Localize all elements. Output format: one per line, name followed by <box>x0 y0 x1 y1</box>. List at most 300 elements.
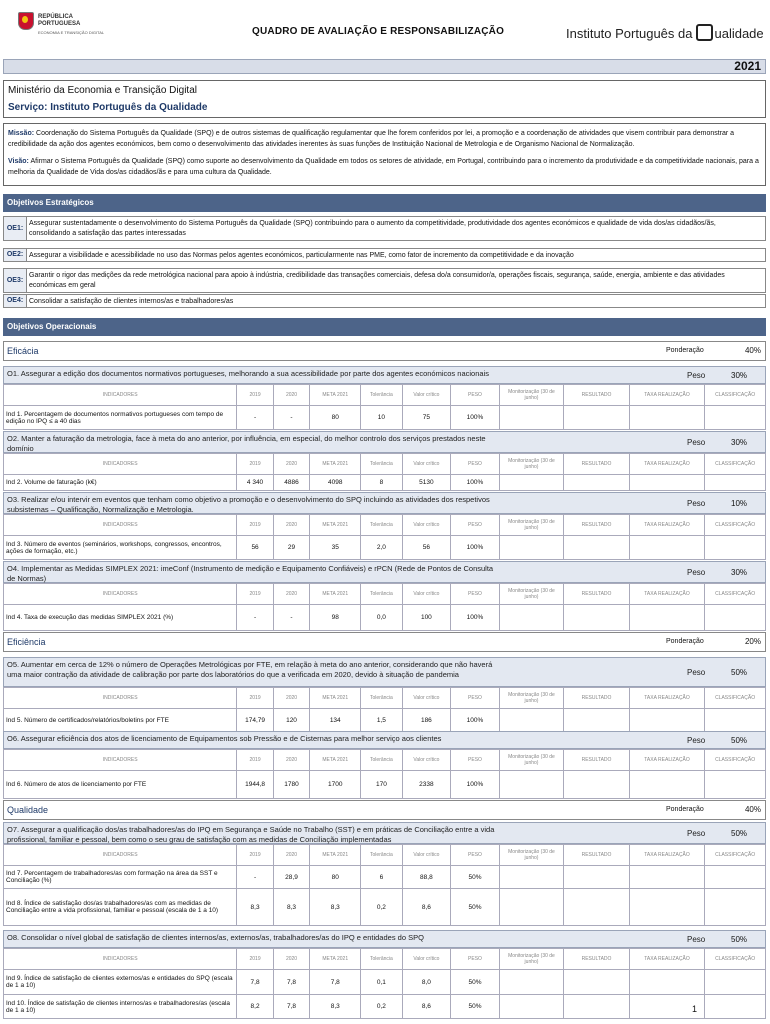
table-cell: 80 <box>310 406 361 430</box>
table-cell: 50% <box>451 889 500 926</box>
column-header: CLASSIFICAÇÃO <box>705 515 766 536</box>
coat-of-arms-icon <box>18 12 34 30</box>
table-header-row <box>4 584 766 605</box>
table-header-row <box>4 688 766 709</box>
column-header: INDICADORES <box>4 385 237 406</box>
empty-cell <box>499 605 563 631</box>
column-header: TAXA REALIZAÇÃO <box>629 949 704 970</box>
table-cell: 80 <box>310 866 361 889</box>
column-header: RESULTADO <box>564 845 630 866</box>
column-header: PESO <box>451 845 500 866</box>
table-cell: 7,8 <box>273 970 309 995</box>
column-header: 2019 <box>237 750 273 771</box>
objective-code: OE2: <box>4 249 27 261</box>
column-header: CLASSIFICAÇÃO <box>705 454 766 475</box>
indicator-name: Ind 6. Número de atos de licenciamento por FTE <box>4 771 237 799</box>
column-header: INDICADORES <box>4 584 237 605</box>
table-cell: - <box>273 605 309 631</box>
empty-cell <box>629 605 704 631</box>
column-header: PESO <box>451 688 500 709</box>
ponderacao-label: Ponderação <box>666 638 704 645</box>
indicators-table <box>3 844 766 926</box>
column-header: 2019 <box>237 845 273 866</box>
table-header-row <box>4 750 766 771</box>
column-header: Monitorização (30 de junho) <box>499 584 563 605</box>
q-logo-icon <box>696 24 713 41</box>
mission-label: Missão: <box>8 130 35 137</box>
empty-cell <box>499 771 563 799</box>
table-cell: 50% <box>451 866 500 889</box>
column-header: 2020 <box>273 584 309 605</box>
column-header: PESO <box>451 584 500 605</box>
empty-cell <box>705 866 766 889</box>
table-row <box>4 889 766 926</box>
column-header: TAXA REALIZAÇÃO <box>629 750 704 771</box>
empty-cell <box>564 995 630 1019</box>
table-cell: 75 <box>402 406 451 430</box>
table-cell: 8,3 <box>310 889 361 926</box>
empty-cell <box>705 970 766 995</box>
operational-objective <box>3 731 766 749</box>
objective-text: Assegurar sustentadamente o desenvolvimento do Sistema Português da Qualidade (SPQ) contribuindo para o aumento da competitividade, produtividade dos agentes económicos e qualidade de vida dos/as cidadãos/ãs, consolidando a satisfação das partes interessadas <box>29 220 716 237</box>
indicators-table <box>3 687 766 732</box>
indicator-name: Ind 5. Número de certificados/relatórios/boletins por FTE <box>4 709 237 732</box>
table-cell: 100% <box>451 709 500 732</box>
column-header: TAXA REALIZAÇÃO <box>629 688 704 709</box>
column-header: INDICADORES <box>4 454 237 475</box>
table-cell: 4886 <box>273 475 309 491</box>
column-header: 2019 <box>237 454 273 475</box>
empty-cell <box>499 866 563 889</box>
table-cell: 100% <box>451 475 500 491</box>
table-row <box>4 995 766 1019</box>
table-cell: - <box>237 605 273 631</box>
column-header: TAXA REALIZAÇÃO <box>629 454 704 475</box>
column-header: Valor crítico <box>402 845 451 866</box>
empty-cell <box>499 475 563 491</box>
empty-cell <box>629 475 704 491</box>
column-header: PESO <box>451 385 500 406</box>
strategic-objective-row <box>3 268 766 293</box>
empty-cell <box>564 771 630 799</box>
column-header: Valor crítico <box>402 454 451 475</box>
gov-line-1: REPÚBLICA <box>38 14 74 20</box>
table-row <box>4 866 766 889</box>
column-header: INDICADORES <box>4 750 237 771</box>
vision-text: Afirmar o Sistema Português da Qualidade (SPQ) como suporte ao desenvolvimento da Qualidade em todos os setores de atividade, em Portugal, contribuindo para o incremento da produtividade e da competitividade nacionais, para a melhoria da Qualidade de Vida dos/as cidadãos/ãs e para uma cultura da Qualidade. <box>8 158 759 176</box>
table-cell: 174,79 <box>237 709 273 732</box>
table-row <box>4 605 766 631</box>
column-header: TAXA REALIZAÇÃO <box>629 515 704 536</box>
operational-objective <box>3 657 766 687</box>
strategic-objectives-header: Objetivos Estratégicos <box>3 194 766 212</box>
column-header: CLASSIFICAÇÃO <box>705 750 766 771</box>
column-header: Monitorização (30 de junho) <box>499 688 563 709</box>
ministry-box <box>3 80 766 118</box>
peso-value: 30% <box>731 568 748 577</box>
indicators-table <box>3 384 766 430</box>
table-cell: 0,1 <box>361 970 402 995</box>
section-name: Eficácia <box>7 346 39 356</box>
column-header: META 2021 <box>310 385 361 406</box>
peso-label: Peso <box>687 568 706 577</box>
empty-cell <box>564 970 630 995</box>
indicator-name: Ind 1. Percentagem de documentos normativos portugueses com tempo de edição no IPQ ≤ a 40 dias <box>4 406 237 430</box>
column-header: META 2021 <box>310 845 361 866</box>
column-header: META 2021 <box>310 949 361 970</box>
table-cell: 8,2 <box>237 995 273 1019</box>
objective-text: Assegurar a visibilidade e acessibilidade no uso das Normas pelos agentes económicos, particularmente nas PME, como fator de incremento da competitividade e da inovação <box>29 252 574 259</box>
objective-code: OE1: <box>4 217 27 240</box>
table-row <box>4 536 766 560</box>
column-header: PESO <box>451 515 500 536</box>
empty-cell <box>705 889 766 926</box>
column-header: PESO <box>451 750 500 771</box>
empty-cell <box>705 995 766 1019</box>
empty-cell <box>564 536 630 560</box>
objective-title: O2. Manter a faturação da metrologia, face à meta do ano anterior, por influência, em especial, do melhor controlo dos serviços prestados neste domínio <box>7 434 486 453</box>
indicator-name: Ind 10. Índice de satisfação de clientes internos/as e trabalhadores/as (escala de 1 a 10) <box>4 995 237 1019</box>
ministry-name: Ministério da Economia e Transição Digital <box>8 85 197 96</box>
column-header: RESULTADO <box>564 515 630 536</box>
peso-label: Peso <box>687 438 706 447</box>
table-cell: 2,0 <box>361 536 402 560</box>
empty-cell <box>564 406 630 430</box>
objective-title: O3. Realizar e/ou intervir em eventos que tenham como objetivo a promoção e o desenvolvimento do SPQ incluindo as atividades dos respetivos subsistemas – Qualificação, Normalização e Metrologia. <box>7 495 490 514</box>
section-qualidade <box>3 800 766 820</box>
table-header-row <box>4 845 766 866</box>
table-cell: 0,0 <box>361 605 402 631</box>
table-header-row <box>4 385 766 406</box>
table-row <box>4 709 766 732</box>
operational-objectives-header: Objetivos Operacionais <box>3 318 766 336</box>
empty-cell <box>705 406 766 430</box>
objective-code: OE3: <box>4 269 27 292</box>
vision-label: Visão: <box>8 158 29 165</box>
objective-title: O8. Consolidar o nível global de satisfação de clientes internos/as, externos/as, trabalhadores/as do IPQ e entidades do SPQ <box>7 933 424 942</box>
table-cell: 100% <box>451 771 500 799</box>
empty-cell <box>499 970 563 995</box>
column-header: Tolerância <box>361 750 402 771</box>
column-header: Tolerância <box>361 515 402 536</box>
empty-cell <box>564 709 630 732</box>
column-header: CLASSIFICAÇÃO <box>705 845 766 866</box>
operational-objective <box>3 492 766 514</box>
government-logo <box>18 10 108 50</box>
column-header: INDICADORES <box>4 515 237 536</box>
empty-cell <box>629 406 704 430</box>
gov-line-3: ECONOMIA E TRANSIÇÃO DIGITAL <box>38 30 105 35</box>
column-header: PESO <box>451 949 500 970</box>
table-row <box>4 970 766 995</box>
table-cell: 100% <box>451 406 500 430</box>
table-cell: 50% <box>451 970 500 995</box>
empty-cell <box>629 771 704 799</box>
peso-value: 30% <box>731 371 748 380</box>
ponderacao-value: 20% <box>744 637 761 646</box>
table-cell: 120 <box>273 709 309 732</box>
column-header: Valor crítico <box>402 515 451 536</box>
table-header-row <box>4 949 766 970</box>
table-row <box>4 771 766 799</box>
empty-cell <box>564 605 630 631</box>
empty-cell <box>705 475 766 491</box>
table-cell: 1,5 <box>361 709 402 732</box>
objective-text: Consolidar a satisfação de clientes internos/as e trabalhadores/as <box>29 298 234 305</box>
table-cell: 2338 <box>402 771 451 799</box>
table-cell: 8,3 <box>237 889 273 926</box>
column-header: Valor crítico <box>402 750 451 771</box>
section-name: Eficiência <box>7 637 46 647</box>
objective-title: O7. Assegurar a qualificação dos/as trabalhadores/as do IPQ em Segurança e Saúde no Trabalho (SST) e em práticas de Conciliação entre a vida profissional, familiar e pessoal, bem como o seu grau de satisfação com as medidas de Conciliação implementadas <box>7 825 495 844</box>
column-header: Monitorização (30 de junho) <box>499 750 563 771</box>
empty-cell <box>499 406 563 430</box>
indicator-name: Ind 2. Volume de faturação (k€) <box>4 475 237 491</box>
empty-cell <box>564 475 630 491</box>
ipq-logo-text: Instituto Português da <box>566 26 693 41</box>
empty-cell <box>499 709 563 732</box>
section-eficácia <box>3 341 766 361</box>
empty-cell <box>705 771 766 799</box>
table-cell: 4 340 <box>237 475 273 491</box>
column-header: 2020 <box>273 845 309 866</box>
table-cell: 28,9 <box>273 866 309 889</box>
ponderacao-value: 40% <box>744 346 761 355</box>
column-header: RESULTADO <box>564 949 630 970</box>
empty-cell <box>499 536 563 560</box>
empty-cell <box>629 889 704 926</box>
column-header: RESULTADO <box>564 750 630 771</box>
table-cell: 56 <box>402 536 451 560</box>
strategic-objective-row <box>3 216 766 241</box>
empty-cell <box>564 889 630 926</box>
table-cell: 170 <box>361 771 402 799</box>
operational-objective <box>3 561 766 583</box>
empty-cell <box>705 605 766 631</box>
table-cell: 0,2 <box>361 995 402 1019</box>
column-header: RESULTADO <box>564 454 630 475</box>
table-cell: 56 <box>237 536 273 560</box>
column-header: Valor crítico <box>402 584 451 605</box>
peso-value: 30% <box>731 438 748 447</box>
column-header: PESO <box>451 454 500 475</box>
column-header: Monitorização (30 de junho) <box>499 385 563 406</box>
page-title: QUADRO DE AVALIAÇÃO E RESPONSABILIZAÇÃO <box>252 26 505 37</box>
year-bar: 2021 <box>3 59 766 74</box>
table-cell: 98 <box>310 605 361 631</box>
indicator-name: Ind 4. Taxa de execução das medidas SIMPLEX 2021 (%) <box>4 605 237 631</box>
table-cell: 1700 <box>310 771 361 799</box>
column-header: META 2021 <box>310 750 361 771</box>
table-cell: 8 <box>361 475 402 491</box>
column-header: TAXA REALIZAÇÃO <box>629 584 704 605</box>
column-header: Tolerância <box>361 949 402 970</box>
empty-cell <box>499 995 563 1019</box>
column-header: INDICADORES <box>4 845 237 866</box>
strategic-objective-row <box>3 248 766 262</box>
objective-title: O4. Implementar as Medidas SIMPLEX 2021: imeConf (Instrumento de medição e Equipamento Confiáveis) e rPCN (Rede de Pontos de Consulta de Normas) <box>7 564 494 583</box>
empty-cell <box>629 970 704 995</box>
table-cell: 134 <box>310 709 361 732</box>
section-name: Qualidade <box>7 805 49 815</box>
empty-cell <box>499 889 563 926</box>
peso-label: Peso <box>687 736 706 745</box>
empty-cell <box>705 536 766 560</box>
strategic-objective-row <box>3 294 766 308</box>
ipq-logo <box>566 24 764 41</box>
column-header: RESULTADO <box>564 385 630 406</box>
peso-label: Peso <box>687 499 706 508</box>
column-header: TAXA REALIZAÇÃO <box>629 845 704 866</box>
table-cell: - <box>237 866 273 889</box>
vision-paragraph <box>8 156 761 178</box>
column-header: Monitorização (30 de junho) <box>499 515 563 536</box>
operational-objective <box>3 822 766 844</box>
table-header-row <box>4 454 766 475</box>
objective-code: OE4: <box>4 295 27 307</box>
table-cell: 29 <box>273 536 309 560</box>
operational-objective <box>3 930 766 948</box>
column-header: INDICADORES <box>4 949 237 970</box>
column-header: Valor crítico <box>402 688 451 709</box>
table-cell: 0,2 <box>361 889 402 926</box>
column-header: META 2021 <box>310 688 361 709</box>
ponderacao-label: Ponderação <box>666 806 704 813</box>
column-header: 2019 <box>237 385 273 406</box>
table-cell: 8,6 <box>402 889 451 926</box>
objective-title: O5. Aumentar em cerca de 12% o número de Operações Metrológicas por FTE, em relação à meta do ano anterior, considerando que não haverá uma maior contração da atividade de calibração por parte dos laboratórios do que a verificada em 2020, devido à situação de pandemia <box>7 660 493 679</box>
column-header: 2020 <box>273 454 309 475</box>
table-cell: - <box>273 406 309 430</box>
column-header: 2019 <box>237 688 273 709</box>
table-cell: 8,3 <box>273 889 309 926</box>
column-header: Tolerância <box>361 688 402 709</box>
column-header: META 2021 <box>310 515 361 536</box>
column-header: 2020 <box>273 688 309 709</box>
column-header: CLASSIFICAÇÃO <box>705 688 766 709</box>
column-header: 2020 <box>273 949 309 970</box>
column-header: Monitorização (30 de junho) <box>499 845 563 866</box>
column-header: Monitorização (30 de junho) <box>499 949 563 970</box>
column-header: TAXA REALIZAÇÃO <box>629 385 704 406</box>
indicators-table <box>3 948 766 1019</box>
column-header: 2019 <box>237 584 273 605</box>
objective-title: O6. Assegurar eficiência dos atos de licenciamento de Equipamentos sob Pressão e de Cisternas para melhor serviço aos clientes <box>7 734 442 743</box>
indicators-table <box>3 514 766 560</box>
table-cell: 10 <box>361 406 402 430</box>
gov-line-2: PORTUGUESA <box>38 21 81 27</box>
column-header: Tolerância <box>361 385 402 406</box>
column-header: Valor crítico <box>402 385 451 406</box>
ipq-logo-text-end: ualidade <box>714 26 764 41</box>
ponderacao-label: Ponderação <box>666 347 704 354</box>
objective-title: O1. Assegurar a edição dos documentos normativos portugueses, melhorando a sua acessibilidade por parte dos agentes económicos nacionais <box>7 369 489 378</box>
peso-value: 50% <box>731 668 748 677</box>
indicators-table <box>3 749 766 799</box>
indicator-name: Ind 7. Percentagem de trabalhadores/as com formação na área da SST e Conciliação (%) <box>4 866 237 889</box>
indicator-name: Ind 9. Índice de satisfação de clientes externos/as e entidades do SPQ (escala de 1 a 10) <box>4 970 237 995</box>
column-header: Tolerância <box>361 454 402 475</box>
column-header: Tolerância <box>361 845 402 866</box>
operational-objective <box>3 431 766 453</box>
mission-paragraph <box>8 128 761 150</box>
peso-label: Peso <box>687 935 706 944</box>
table-cell: 5130 <box>402 475 451 491</box>
table-cell: 8,3 <box>310 995 361 1019</box>
peso-value: 50% <box>731 829 748 838</box>
empty-cell <box>629 709 704 732</box>
indicators-table <box>3 583 766 631</box>
table-cell: 50% <box>451 995 500 1019</box>
peso-value: 10% <box>731 499 748 508</box>
indicators-table <box>3 453 766 491</box>
page-number: 1 <box>692 1004 698 1014</box>
column-header: CLASSIFICAÇÃO <box>705 385 766 406</box>
page-header <box>0 0 770 60</box>
empty-cell <box>564 866 630 889</box>
table-cell: 1944,8 <box>237 771 273 799</box>
table-cell: 7,8 <box>310 970 361 995</box>
empty-cell <box>705 709 766 732</box>
indicator-name: Ind 3. Número de eventos (seminários, workshops, congressos, encontros, ações de formação, etc.) <box>4 536 237 560</box>
column-header: 2019 <box>237 515 273 536</box>
mission-vision-box <box>3 123 766 186</box>
table-cell: 100 <box>402 605 451 631</box>
column-header: RESULTADO <box>564 584 630 605</box>
indicator-name: Ind 8. Índice de satisfação dos/as trabalhadores/as com as medidas de Conciliação entre a vida profissional, familiar e pessoal (escala de 1 a 10) <box>4 889 237 926</box>
column-header: 2019 <box>237 949 273 970</box>
column-header: Valor crítico <box>402 949 451 970</box>
table-cell: 100% <box>451 536 500 560</box>
table-cell: 35 <box>310 536 361 560</box>
section-eficiência <box>3 632 766 652</box>
column-header: CLASSIFICAÇÃO <box>705 949 766 970</box>
peso-label: Peso <box>687 668 706 677</box>
table-cell: 8,0 <box>402 970 451 995</box>
table-cell: 88,8 <box>402 866 451 889</box>
column-header: Monitorização (30 de junho) <box>499 454 563 475</box>
table-cell: 8,6 <box>402 995 451 1019</box>
peso-label: Peso <box>687 371 706 380</box>
table-cell: 6 <box>361 866 402 889</box>
objective-text: Garantir o rigor das medições da rede metrológica nacional para apoio à indústria, credibilidade das transações comerciais, defesa do/a consumidor/a, operações fiscais, segurança, saúde, energia, ambiente e das atividades económicas em geral <box>29 272 725 289</box>
column-header: INDICADORES <box>4 688 237 709</box>
column-header: META 2021 <box>310 454 361 475</box>
operational-objective <box>3 366 766 384</box>
column-header: 2020 <box>273 750 309 771</box>
peso-value: 50% <box>731 935 748 944</box>
table-cell: 7,8 <box>273 995 309 1019</box>
column-header: 2020 <box>273 385 309 406</box>
table-header-row <box>4 515 766 536</box>
empty-cell <box>629 866 704 889</box>
column-header: RESULTADO <box>564 688 630 709</box>
column-header: 2020 <box>273 515 309 536</box>
peso-value: 50% <box>731 736 748 745</box>
column-header: Tolerância <box>361 584 402 605</box>
table-cell: 186 <box>402 709 451 732</box>
table-cell: 100% <box>451 605 500 631</box>
table-row <box>4 406 766 430</box>
table-cell: 4098 <box>310 475 361 491</box>
ponderacao-value: 40% <box>744 805 761 814</box>
table-cell: - <box>237 406 273 430</box>
service-name: Serviço: Instituto Português da Qualidade <box>8 102 208 113</box>
column-header: CLASSIFICAÇÃO <box>705 584 766 605</box>
table-cell: 7,8 <box>237 970 273 995</box>
peso-label: Peso <box>687 829 706 838</box>
table-cell: 1780 <box>273 771 309 799</box>
